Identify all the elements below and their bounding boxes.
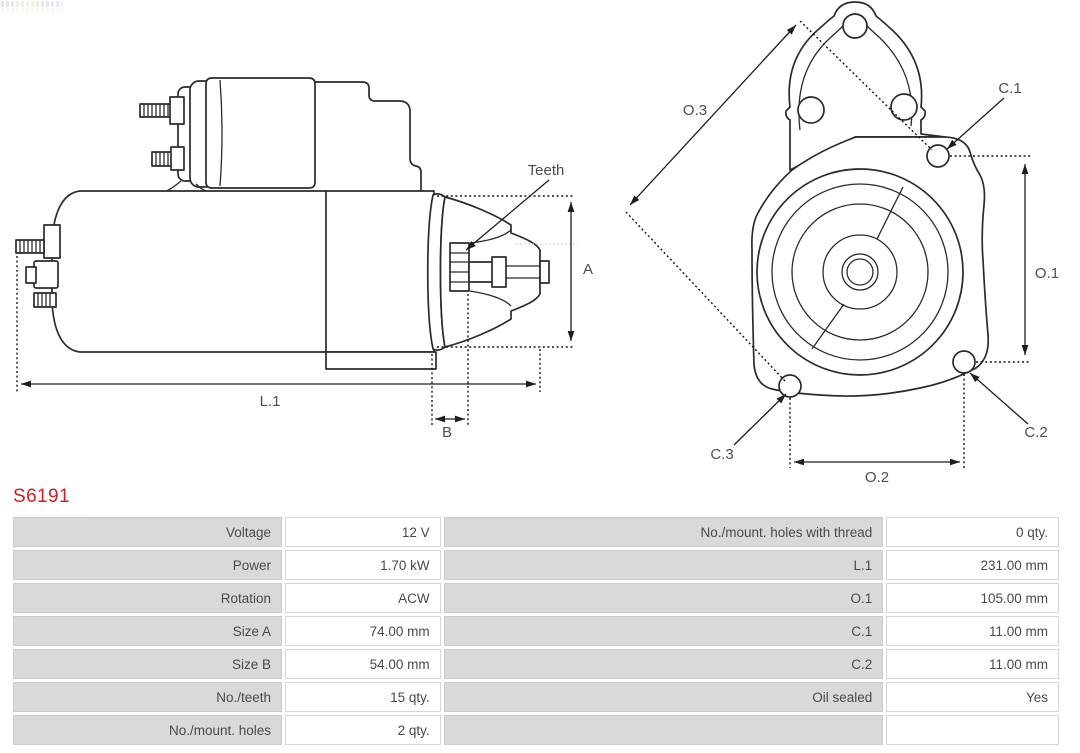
spec-row [13,649,1059,679]
pinion-gear [450,243,469,291]
terminal-nut-inner [26,267,36,283]
spec-value-cell: 1.70 kW [285,550,441,580]
terminal-nut [34,261,58,288]
spec-label-cell: Voltage [13,517,282,547]
dim-label-o2: O.2 [864,469,890,486]
c2-leader-line [970,373,1028,424]
spec-value-cell: Yes [886,682,1059,712]
spec-label-cell: No./mount. holes [13,715,282,745]
spec-label-cell: No./mount. holes with thread [444,517,884,547]
mount-hole-c1 [927,145,949,167]
spec-value-cell: 231.00 mm [886,550,1059,580]
spec-label-cell: Size A [13,616,282,646]
dim-label-teeth: Teeth [527,162,565,179]
spec-label-cell: O.1 [444,583,884,613]
spec-value-cell: ACW [285,583,441,613]
spec-value-cell: 11.00 mm [886,616,1059,646]
spec-row [13,550,1059,580]
dim-label-o3: O.3 [682,102,708,119]
spec-row [13,583,1059,613]
mounting-flange [752,137,988,396]
dim-label-c2: C.2 [1024,424,1048,441]
solenoid-stud [152,152,172,166]
c3-leader-line [734,394,786,445]
spec-label-cell: Power [13,550,282,580]
mount-hole-c3 [779,375,801,397]
spec-value-cell: 11.00 mm [886,649,1059,679]
shaft-nose [540,261,549,283]
spec-value-cell: 74.00 mm [285,616,441,646]
dim-label-o1: O.1 [1034,265,1060,282]
dim-label-b: B [441,424,453,441]
spec-value-cell: 105.00 mm [886,583,1059,613]
spec-row [13,616,1059,646]
spec-label-cell: C.1 [444,616,884,646]
motor-body [52,191,434,352]
solenoid-stud-nut [171,147,184,170]
terminal-plate [44,225,60,258]
c1-leader-line [947,98,1004,149]
dim-label-c3: C.3 [710,446,734,463]
spec-value-cell: 0 qty. [886,517,1059,547]
spec-value-cell: 54.00 mm [285,649,441,679]
drive-bracket [315,82,421,191]
dome-left-hole [798,97,824,123]
shaft-collar [492,257,506,287]
spec-row [13,715,1059,745]
spec-label-cell [444,715,884,745]
spec-row [13,682,1059,712]
dim-label-a: A [583,261,594,278]
terminal-stud [34,293,56,307]
mounting-foot [326,352,436,369]
dome-right-hole [891,94,917,120]
part-number: S6191 [13,486,70,507]
spec-label-cell: Rotation [13,583,282,613]
solenoid-stud-nut [170,97,184,124]
dome-top-hole [843,14,867,38]
side-view-drawing [16,78,593,441]
mount-hole-c2 [953,351,975,373]
spec-label-cell: Oil sealed [444,682,884,712]
spec-value-cell: 12 V [285,517,441,547]
spec-value-cell: 2 qty. [285,715,441,745]
dim-label-l1: L.1 [259,393,281,410]
spec-label-cell: No./teeth [13,682,282,712]
front-view-drawing [626,2,1059,486]
spec-label-cell: L.1 [444,550,884,580]
spec-value-cell [886,715,1059,745]
specs-table [10,514,1062,748]
dim-label-c1: C.1 [998,80,1022,97]
shaft [469,262,494,282]
spec-value-cell: 15 qty. [285,682,441,712]
dim-line-o3 [630,25,796,205]
spec-label-cell: Size B [13,649,282,679]
spec-row [13,517,1059,547]
spec-label-cell: C.2 [444,649,884,679]
